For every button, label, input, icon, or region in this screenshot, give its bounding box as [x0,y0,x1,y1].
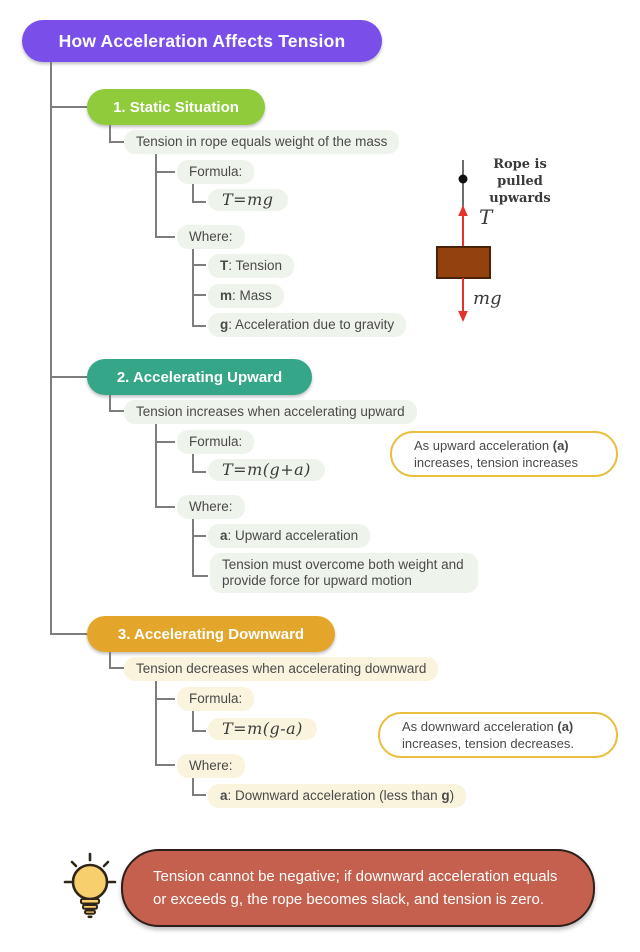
tree-connector [155,236,175,238]
tree-connector [109,141,124,143]
tree-connector [192,325,206,327]
weight-symbol: mg [473,288,502,309]
node-summary-downward: Tension decreases when accelerating downward [124,657,438,681]
tree-connector [109,410,124,412]
node-formula-label: Formula: [177,430,254,454]
rope-pulled-label: Rope is pulled upwards [489,157,551,206]
branch-accelerating-upward [87,359,312,395]
callout-downward-text: As downward acceleration (a) increases, tension decreases. [402,719,574,751]
tension-arrow-up [458,205,468,216]
branch-accelerating-downward [87,616,335,652]
node-formula-label: Formula: [177,160,254,184]
tree-connector [50,633,87,635]
tree-connector [192,249,194,327]
tree-connector [155,764,175,766]
node-term-tension: T: Tension [208,254,294,278]
tree-connector [155,681,157,766]
node-formula-static: T=mg [208,189,288,211]
tree-connector [155,506,175,508]
rope-anchor-dot [459,175,468,184]
callout-upward [390,431,618,477]
tree-connector [192,535,206,537]
callout-downward [378,712,618,758]
tree-connector [192,711,194,732]
tree-connector [50,106,87,108]
tree-connector [155,698,175,700]
node-summary-upward: Tension increases when accelerating upward [124,400,417,424]
tension-symbol: T [479,205,493,229]
tree-connector [109,667,124,669]
tree-connector [192,201,206,203]
footer-note [121,849,595,927]
tree-connector [192,519,194,577]
tree-connector [192,730,206,732]
callout-upward-text: As upward acceleration (a) increases, tension increases [414,438,579,470]
tree-connector [192,794,206,796]
node-where-label: Where: [177,495,245,519]
node-formula-label: Formula: [177,687,254,711]
lightbulb-icon [59,849,121,929]
tree-connector [192,294,206,296]
tree-connector [192,264,206,266]
node-where-label: Where: [177,225,245,249]
weight-arrow-down [458,311,468,322]
node-note-overcome: Tension must overcome both weight and provide force for upward motion [210,553,478,593]
mass-block [437,247,490,278]
tree-connector [50,376,87,378]
tree-connector [155,441,175,443]
tree-connector-trunk [50,62,52,635]
main-topic-label: How Acceleration Affects Tension [58,30,346,51]
node-term-accel-down: a: Downward acceleration (less than g) [208,784,466,808]
node-formula-downward: T=m(g-a) [208,718,317,740]
branch-static-situation [87,89,265,125]
footer-note-text: Tension cannot be negative; if downward acceleration equals or exceeds g, the rope becomes slack, and tension is zero. [153,868,558,908]
node-formula-upward: T=m(g+a) [208,459,325,481]
node-term-accel-up: a: Upward acceleration [208,524,370,548]
branch-label: 2. Accelerating Upward [116,368,283,386]
tree-connector [155,424,157,508]
tree-connector [192,575,208,577]
main-topic [22,20,382,62]
branch-label: 1. Static Situation [113,98,239,116]
node-where-label: Where: [177,754,245,778]
node-term-mass: m: Mass [208,284,284,308]
branch-label: 3. Accelerating Downward [117,625,305,643]
node-term-gravity: g: Acceleration due to gravity [208,313,406,337]
tree-connector [192,471,206,473]
tree-connector [155,171,175,173]
node-summary-static: Tension in rope equals weight of the mass [124,130,399,154]
tree-connector [155,154,157,238]
